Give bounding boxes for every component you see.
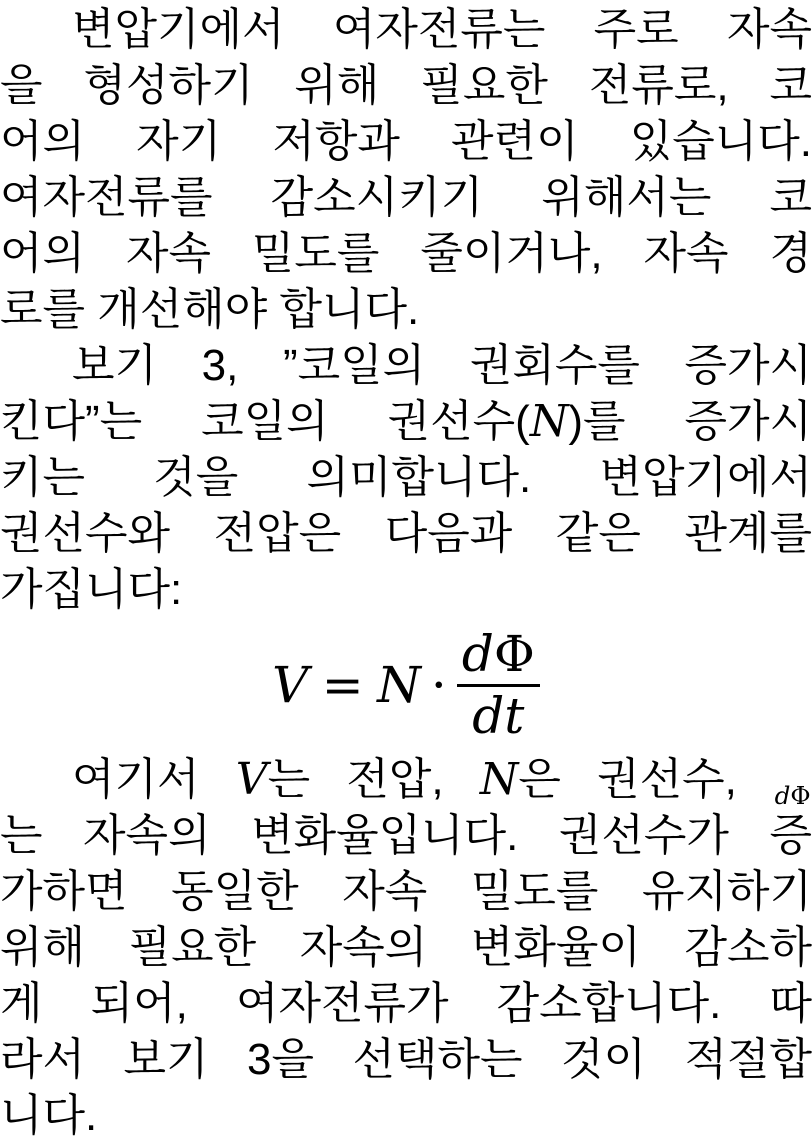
text-run: 니다.	[0, 1091, 98, 1140]
fraction-numerator	[773, 783, 812, 808]
math-variable: d	[774, 781, 791, 808]
text-run: 변압기에서 여자전류는 주로 자속	[72, 5, 812, 54]
fraction-denominator	[472, 687, 524, 745]
text-run: 라서 보기 3을 선택하는 것이 적절합	[0, 1035, 812, 1084]
text-run: 여기서	[72, 755, 236, 804]
text-run: 로를 개선해야 합니다.	[0, 285, 420, 334]
equals-sign: =	[321, 656, 364, 714]
text-run: )를 증가시	[568, 397, 812, 446]
text-line	[0, 394, 812, 450]
display-fraction	[457, 626, 540, 744]
text-line	[0, 1088, 812, 1144]
inline-fraction	[773, 783, 812, 808]
text-run: 여자전류를 감소시키기 위해서는 코	[0, 173, 812, 222]
math-symbol: Φ	[790, 781, 811, 808]
text-line	[0, 170, 812, 226]
text-run: 게 되어, 여자전류가 감소합니다. 따	[0, 979, 812, 1028]
fraction-numerator	[457, 626, 540, 687]
text-line	[0, 282, 812, 338]
math-variable: d	[472, 687, 505, 745]
text-line	[0, 114, 812, 170]
text-run: 키는 것을 의미합니다. 변압기에서	[0, 453, 812, 502]
text-run: 권선수와 전압은 다음과 같은 관계를	[0, 509, 812, 558]
math-variable: d	[461, 625, 494, 683]
display-formula	[0, 618, 812, 752]
multiplication-dot: ·	[430, 656, 447, 714]
paragraph-indent	[0, 793, 72, 794]
text-run: 을 형성하기 위해 필요한 전류로, 코	[0, 61, 812, 110]
text-line	[0, 976, 812, 1032]
paragraph	[0, 338, 812, 618]
math-variable: N	[377, 656, 421, 714]
math-variable: N	[529, 396, 569, 447]
text-line	[0, 338, 812, 394]
text-line	[0, 2, 812, 58]
paragraph-indent	[0, 379, 72, 380]
document-content	[0, 2, 812, 1144]
text-run: 가하면 동일한 자속 밀도를 유지하기	[0, 867, 812, 916]
text-line	[0, 864, 812, 920]
text-line	[0, 506, 812, 562]
text-line	[0, 1032, 812, 1088]
text-line	[0, 58, 812, 114]
text-line	[0, 808, 812, 864]
text-run: 보기 3, ”코일의 권회수를 증가시	[72, 341, 812, 390]
math-variable: V	[272, 656, 309, 714]
text-run: 는 전압,	[267, 755, 480, 804]
text-run: 는 자속의 변화율입니다. 권선수가 증	[0, 811, 812, 860]
text-run: 킨다”는 코일의 권선수(	[0, 397, 530, 446]
math-symbol: Φ	[493, 625, 535, 683]
text-line	[0, 920, 812, 976]
text-run: 은 권선수,	[518, 755, 774, 804]
text-line	[0, 226, 812, 282]
paragraph-indent	[0, 43, 72, 44]
math-variable: V	[235, 754, 268, 805]
math-variable: t	[504, 687, 525, 745]
math-variable: N	[479, 754, 519, 805]
paragraph	[0, 2, 812, 338]
text-line	[0, 450, 812, 506]
text-run: 어의 자기 저항과 관련이 있습니다.	[0, 117, 812, 166]
paragraph	[0, 752, 812, 1144]
text-run: 위해 필요한 자속의 변화율이 감소하	[0, 923, 812, 972]
text-line	[0, 562, 812, 618]
text-run: 어의 자속 밀도를 줄이거나, 자속 경	[0, 229, 812, 278]
text-run: 가집니다:	[0, 565, 183, 614]
text-line	[0, 752, 812, 808]
